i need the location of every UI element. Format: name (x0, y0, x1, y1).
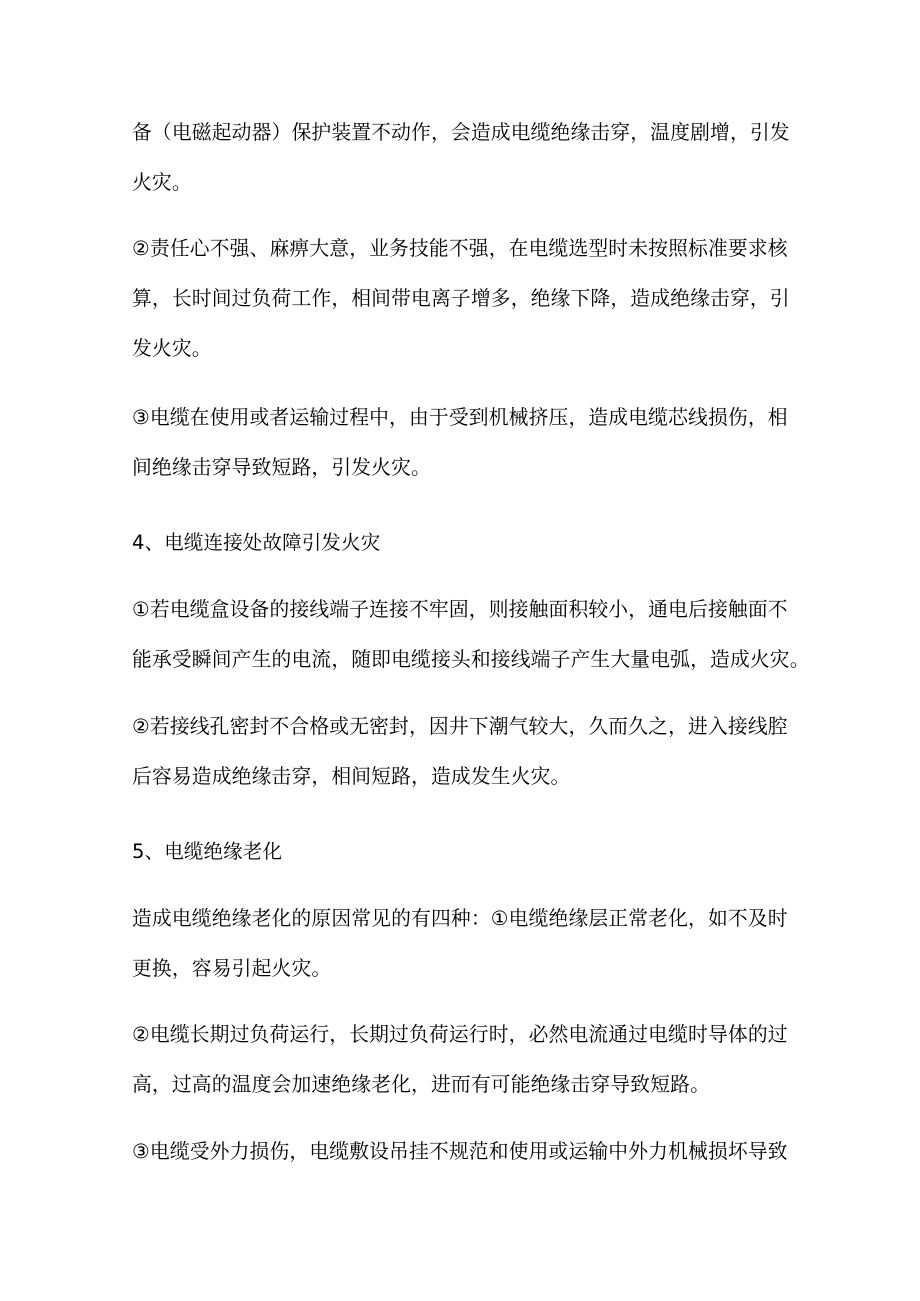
paragraph-connection-terminal (132, 585, 810, 685)
text-line: 火灾。 (132, 171, 192, 194)
heading-text: 4、电缆连接处故障引发火灾 (132, 531, 381, 554)
section-heading-5 (132, 827, 794, 877)
paragraph-connection-sealing (132, 702, 794, 802)
text-line: 备（电磁起动器）保护装置不动作，会造成电缆绝缘击穿，温度剧增，引发 (132, 121, 790, 144)
text-line: ②责任心不强、麻痹大意，业务技能不强，在电缆选型时未按照标准要求核 (132, 237, 788, 260)
text-line: 算，长时间过负荷工作，相间带电离子增多，绝缘下降，造成绝缘击穿，引 (132, 287, 790, 310)
text-line: 间绝缘击穿导致短路，引发火灾。 (132, 456, 431, 479)
paragraph-cause-mechanical (132, 393, 794, 493)
text-line: ③电缆受外力损伤，电缆敷设吊挂不规范和使用或运输中外力机械损坏导致 (132, 1140, 788, 1163)
text-line: 高，过高的温度会加速绝缘老化，进而有可能绝缘击穿导致短路。 (132, 1073, 711, 1096)
text-line: ②若接线孔密封不合格或无密封，因井下潮气较大，久而久之，进入接线腔 (132, 715, 788, 738)
paragraph-aging-overload (132, 1010, 794, 1110)
paragraph-cause-protection (132, 108, 794, 208)
text-line: 发火灾。 (132, 337, 212, 360)
text-line: 更换，容易引起火灾。 (132, 957, 332, 980)
text-line: 能承受瞬间产生的电流，随即电缆接头和接线端子产生大量电弧，造成火灾。 (132, 648, 810, 671)
text-line: ②电缆长期过负荷运行，长期过负荷运行时，必然电流通过电缆时导体的过 (132, 1023, 788, 1046)
paragraph-cause-responsibility (132, 224, 794, 374)
text-line: ③电缆在使用或者运输过程中，由于受到机械挤压，造成电缆芯线损伤，相 (132, 406, 788, 429)
text-line: ①若电缆盒设备的接线端子连接不牢固，则接触面积较小，通电后接触面不 (132, 598, 788, 621)
heading-text: 5、电缆绝缘老化 (132, 840, 283, 863)
text-line: 后容易造成绝缘击穿，相间短路，造成发生火灾。 (132, 765, 571, 788)
section-heading-4 (132, 518, 794, 568)
paragraph-aging-overview (132, 894, 794, 994)
paragraph-aging-external-damage (132, 1127, 794, 1177)
text-line: 造成电缆绝缘老化的原因常见的有四种：①电缆绝缘层正常老化，如不及时 (132, 907, 788, 930)
